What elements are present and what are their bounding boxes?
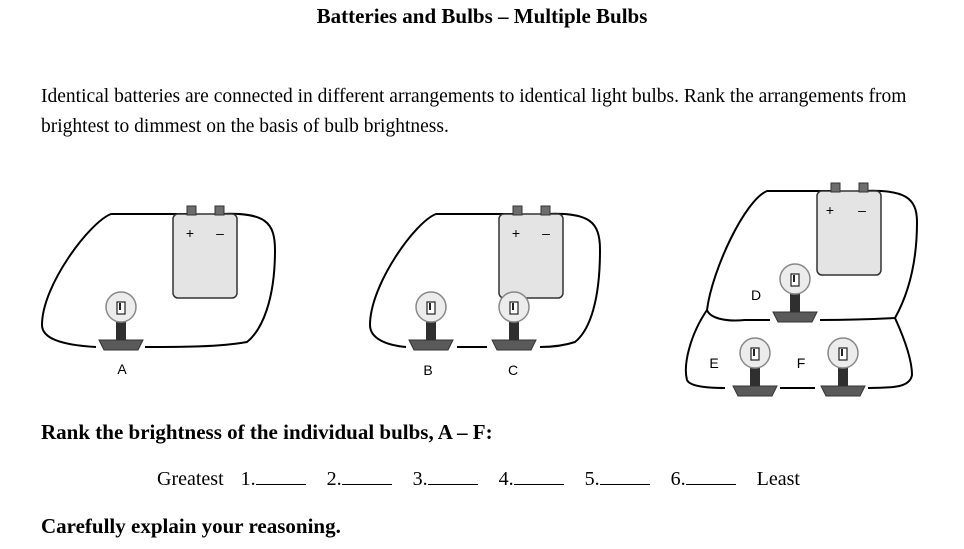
bulb-c bbox=[492, 292, 536, 350]
circuit-def bbox=[686, 183, 917, 396]
ranking-question: Rank the brightness of the individual bulbs, A – F: bbox=[41, 420, 493, 444]
circuit-bc bbox=[370, 206, 600, 378]
rank-blank-1[interactable] bbox=[256, 466, 306, 485]
label-d: D bbox=[750, 287, 762, 303]
battery-minus: – bbox=[216, 225, 224, 241]
bulb-e bbox=[733, 338, 777, 396]
rank-blank-4[interactable] bbox=[514, 466, 564, 485]
explain-prompt: Carefully explain your reasoning. bbox=[41, 514, 341, 538]
rank-slot-4: 4. bbox=[498, 468, 514, 490]
circuit-a bbox=[42, 206, 275, 377]
label-c: C bbox=[507, 362, 519, 378]
bulb-f bbox=[821, 338, 865, 396]
rank-blank-2[interactable] bbox=[342, 466, 392, 485]
page-title: Batteries and Bulbs – Multiple Bulbs bbox=[316, 4, 648, 28]
rank-slot-5: 5. bbox=[584, 468, 600, 490]
bulb-a bbox=[99, 292, 143, 350]
rank-slot-6: 6. bbox=[670, 468, 686, 490]
rank-slot-3: 3. bbox=[412, 468, 428, 490]
label-b: B bbox=[423, 362, 433, 378]
rank-slot-2: 2. bbox=[326, 468, 342, 490]
bulb-d bbox=[773, 264, 817, 322]
greatest-label: Greatest bbox=[157, 468, 224, 490]
battery-plus: + bbox=[185, 225, 195, 241]
battery-plus: + bbox=[511, 225, 521, 241]
battery-minus: – bbox=[858, 202, 866, 218]
rank-blank-3[interactable] bbox=[428, 466, 478, 485]
rank-slot-1: 1. bbox=[240, 468, 256, 490]
battery-minus: – bbox=[542, 225, 550, 241]
rank-blank-5[interactable] bbox=[600, 466, 650, 485]
label-a: A bbox=[117, 361, 127, 377]
battery-plus: + bbox=[825, 202, 835, 218]
label-e: E bbox=[709, 355, 719, 371]
bulb-b bbox=[409, 292, 453, 350]
least-label: Least bbox=[756, 468, 800, 490]
circuit-diagrams bbox=[0, 180, 964, 405]
intro-paragraph: Identical batteries are connected in different arrangements to identical light bulbs. Rank the arrangements from brightest to dimmest on the basis of bulb brightness. bbox=[41, 86, 907, 137]
label-f: F bbox=[796, 355, 806, 371]
ranking-row bbox=[157, 466, 800, 491]
rank-blank-6[interactable] bbox=[686, 466, 736, 485]
